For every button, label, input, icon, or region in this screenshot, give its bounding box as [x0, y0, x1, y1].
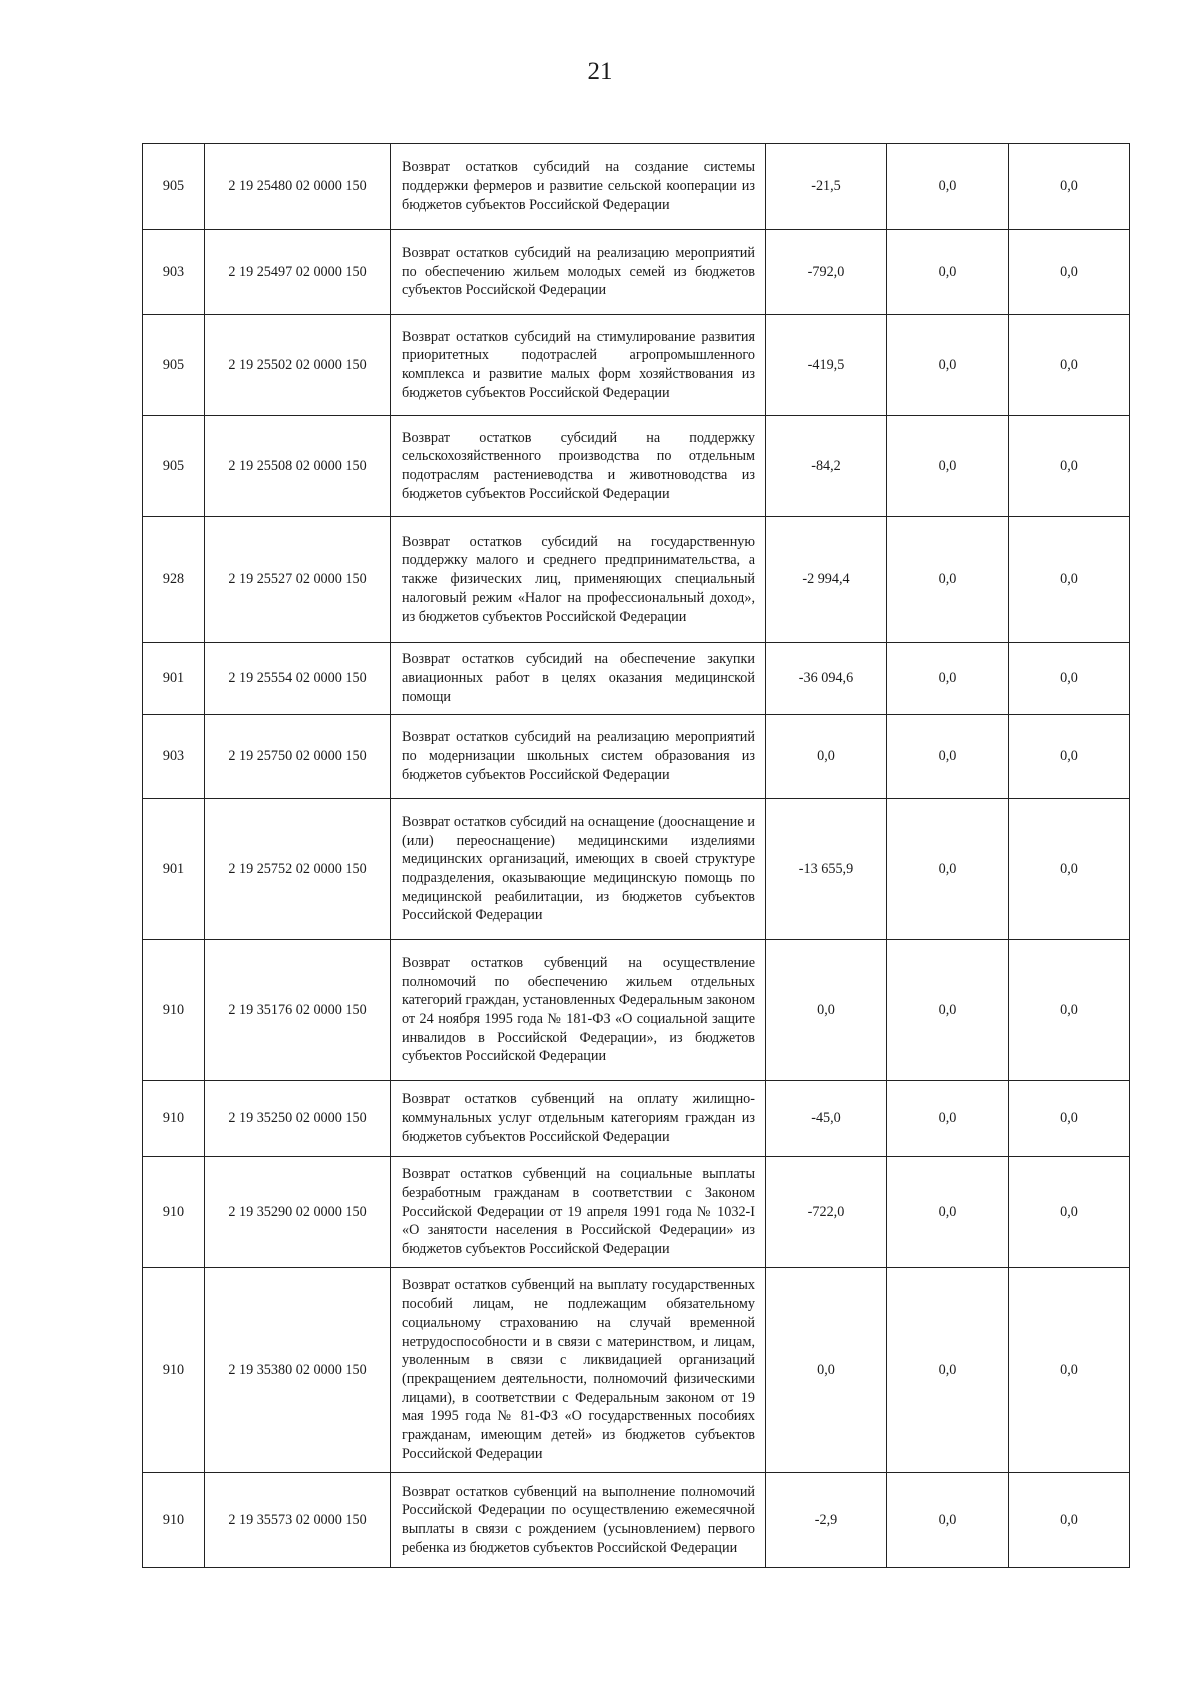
amount-cell: 0,0: [887, 517, 1009, 643]
amount-cell: 0,0: [1009, 315, 1130, 416]
amount-cell: 0,0: [1009, 940, 1130, 1081]
amount-cell: -36 094,6: [766, 643, 887, 715]
amount-cell: -84,2: [766, 416, 887, 517]
table-row: [143, 416, 1130, 517]
admin-code-cell: 905: [143, 315, 205, 416]
page-number: 21: [587, 58, 613, 85]
description-cell: Возврат остатков субсидий на государственную поддержку малого и среднего предпринимательства, а также физических лиц, применяющих специальный налоговый режим «Налог на профессиональный доход», из бюджетов субъектов Российской Федерации: [391, 517, 766, 643]
budget-code-cell: 2 19 35380 02 0000 150: [205, 1268, 391, 1473]
amount-cell: 0,0: [1009, 1268, 1130, 1473]
table-row: [143, 1157, 1130, 1268]
budget-code-cell: 2 19 25527 02 0000 150: [205, 517, 391, 643]
amount-cell: 0,0: [887, 416, 1009, 517]
amount-cell: -722,0: [766, 1157, 887, 1268]
amount-cell: -419,5: [766, 315, 887, 416]
amount-cell: 0,0: [887, 940, 1009, 1081]
amount-cell: 0,0: [887, 643, 1009, 715]
admin-code-cell: 901: [143, 799, 205, 940]
admin-code-cell: 910: [143, 1473, 205, 1568]
amount-cell: 0,0: [887, 144, 1009, 230]
table-row: [143, 315, 1130, 416]
table-row: [143, 799, 1130, 940]
description-cell: Возврат остатков субсидий на создание системы поддержки фермеров и развитие сельской кооперации из бюджетов субъектов Российской Федерации: [391, 144, 766, 230]
amount-cell: 0,0: [1009, 517, 1130, 643]
amount-cell: 0,0: [887, 715, 1009, 799]
table-row: [143, 643, 1130, 715]
description-cell: Возврат остатков субсидий на оснащение (дооснащение и (или) переоснащение) медицинскими изделиями медицинских организаций, имеющих в своей структуре подразделения, оказывающие медицинскую помощь по медицинской реабилитации, из бюджетов субъектов Российской Федерации: [391, 799, 766, 940]
description-cell: Возврат остатков субсидий на поддержку сельскохозяйственного производства по отдельным подотраслям растениеводства и животноводства из бюджетов субъектов Российской Федерации: [391, 416, 766, 517]
table-row: [143, 1268, 1130, 1473]
description-cell: Возврат остатков субсидий на реализацию мероприятий по модернизации школьных систем образования из бюджетов субъектов Российской Федерации: [391, 715, 766, 799]
budget-revenue-table: [142, 143, 1130, 1568]
amount-cell: -13 655,9: [766, 799, 887, 940]
table-row: [143, 144, 1130, 230]
admin-code-cell: 901: [143, 643, 205, 715]
amount-cell: -21,5: [766, 144, 887, 230]
amount-cell: 0,0: [887, 799, 1009, 940]
amount-cell: 0,0: [1009, 230, 1130, 315]
admin-code-cell: 903: [143, 230, 205, 315]
amount-cell: 0,0: [1009, 1081, 1130, 1157]
admin-code-cell: 905: [143, 416, 205, 517]
admin-code-cell: 910: [143, 1268, 205, 1473]
budget-code-cell: 2 19 35176 02 0000 150: [205, 940, 391, 1081]
amount-cell: 0,0: [1009, 1157, 1130, 1268]
admin-code-cell: 910: [143, 940, 205, 1081]
amount-cell: 0,0: [766, 715, 887, 799]
description-cell: Возврат остатков субвенций на оплату жилищно-коммунальных услуг отдельным категориям граждан из бюджетов субъектов Российской Федерации: [391, 1081, 766, 1157]
amount-cell: 0,0: [1009, 643, 1130, 715]
description-cell: Возврат остатков субвенций на социальные выплаты безработным гражданам в соответствии с Законом Российской Федерации от 19 апреля 1991 года № 1032-I «О занятости населения в Российской Федерации» из бюджетов субъектов Российской Федерации: [391, 1157, 766, 1268]
description-cell: Возврат остатков субсидий на стимулирование развития приоритетных подотраслей агропромышленного комплекса и развитие малых форм хозяйствования из бюджетов субъектов Российской Федерации: [391, 315, 766, 416]
budget-code-cell: 2 19 25554 02 0000 150: [205, 643, 391, 715]
amount-cell: -2,9: [766, 1473, 887, 1568]
table-row: [143, 940, 1130, 1081]
description-cell: Возврат остатков субвенций на осуществление полномочий по обеспечению жильем отдельных категорий граждан, установленных Федеральным законом от 24 ноября 1995 года № 181-ФЗ «О социальной защите инвалидов в Российской Федерации», из бюджетов субъектов Российской Федерации: [391, 940, 766, 1081]
amount-cell: 0,0: [1009, 1473, 1130, 1568]
table-row: [143, 1473, 1130, 1568]
table-row: [143, 230, 1130, 315]
description-cell: Возврат остатков субсидий на реализацию мероприятий по обеспечению жильем молодых семей из бюджетов субъектов Российской Федерации: [391, 230, 766, 315]
amount-cell: -792,0: [766, 230, 887, 315]
amount-cell: 0,0: [887, 1473, 1009, 1568]
description-cell: Возврат остатков субвенций на выплату государственных пособий лицам, не подлежащим обязательному социальному страхованию на случай временной нетрудоспособности и в связи с материнством, и лицам, уволенным в связи с ликвидацией организаций (прекращением деятельности, полномочий физическими лицами), в соответствии с Федеральным законом от 19 мая 1995 года № 81-ФЗ «О государственных пособиях гражданам, имеющим детей» из бюджетов субъектов Российской Федерации: [391, 1268, 766, 1473]
amount-cell: 0,0: [887, 1157, 1009, 1268]
admin-code-cell: 905: [143, 144, 205, 230]
amount-cell: 0,0: [1009, 715, 1130, 799]
table-row: [143, 715, 1130, 799]
table-body: [143, 144, 1130, 1568]
admin-code-cell: 910: [143, 1157, 205, 1268]
table-row: [143, 517, 1130, 643]
amount-cell: 0,0: [887, 230, 1009, 315]
description-cell: Возврат остатков субсидий на обеспечение закупки авиационных работ в целях оказания медицинской помощи: [391, 643, 766, 715]
budget-code-cell: 2 19 35573 02 0000 150: [205, 1473, 391, 1568]
admin-code-cell: 928: [143, 517, 205, 643]
amount-cell: 0,0: [1009, 416, 1130, 517]
admin-code-cell: 910: [143, 1081, 205, 1157]
description-cell: Возврат остатков субвенций на выполнение полномочий Российской Федерации по осуществлению ежемесячной выплаты в связи с рождением (усыновлением) первого ребенка из бюджетов субъектов Российской Федерации: [391, 1473, 766, 1568]
amount-cell: 0,0: [766, 1268, 887, 1473]
budget-code-cell: 2 19 35290 02 0000 150: [205, 1157, 391, 1268]
amount-cell: 0,0: [1009, 144, 1130, 230]
budget-code-cell: 2 19 25750 02 0000 150: [205, 715, 391, 799]
budget-code-cell: 2 19 25480 02 0000 150: [205, 144, 391, 230]
amount-cell: 0,0: [887, 1268, 1009, 1473]
amount-cell: 0,0: [887, 1081, 1009, 1157]
budget-code-cell: 2 19 25508 02 0000 150: [205, 416, 391, 517]
amount-cell: 0,0: [1009, 799, 1130, 940]
amount-cell: 0,0: [766, 940, 887, 1081]
budget-code-cell: 2 19 25502 02 0000 150: [205, 315, 391, 416]
amount-cell: 0,0: [887, 315, 1009, 416]
budget-code-cell: 2 19 25752 02 0000 150: [205, 799, 391, 940]
amount-cell: -2 994,4: [766, 517, 887, 643]
amount-cell: -45,0: [766, 1081, 887, 1157]
budget-code-cell: 2 19 25497 02 0000 150: [205, 230, 391, 315]
table-row: [143, 1081, 1130, 1157]
admin-code-cell: 903: [143, 715, 205, 799]
budget-code-cell: 2 19 35250 02 0000 150: [205, 1081, 391, 1157]
